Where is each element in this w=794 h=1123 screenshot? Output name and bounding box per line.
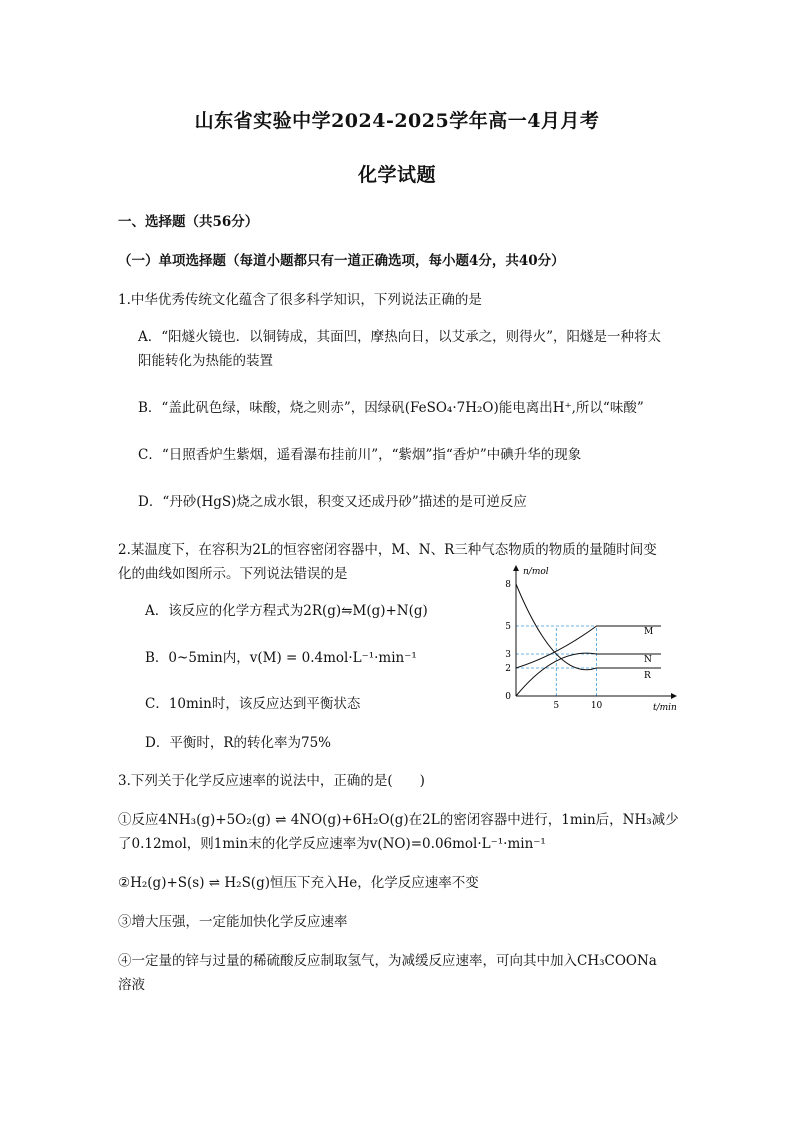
series-label-r: R xyxy=(644,671,651,681)
question-stem-line1: 2.某温度下，在容积为2L的恒容密闭容器中，M、N、R三种气态物质的物质的量随时间变 xyxy=(118,542,657,558)
y-tick-label: 0 xyxy=(505,692,511,702)
item-1-line2: 了0.12mol，则1min末的化学反应速率为v(NO)=0.06mol·L⁻¹·min⁻¹ xyxy=(118,836,546,852)
y-tick-label: 2 xyxy=(505,664,511,674)
mole-time-chart xyxy=(496,560,686,720)
item-1-line1: ①反应4NH₃(g)+5O₂(g) ⇌ 4NO(g)+6H₂O(g)在2L的密闭容器中进行，1min后，NH₃减少 xyxy=(118,812,679,828)
y-tick-label: 5 xyxy=(505,622,511,632)
item-2: ②H₂(g)+S(s) ⇌ H₂S(g)恒压下充入He，化学反应速率不变 xyxy=(118,875,479,891)
series-label-m: M xyxy=(644,627,654,637)
y-tick-label: 3 xyxy=(505,650,511,660)
section-heading: 一、选择题（共56分） xyxy=(118,214,259,230)
series-label-n: N xyxy=(644,655,652,665)
item-4-line2: 溶液 xyxy=(118,977,145,993)
option-a-line2: 阳能转化为热能的装置 xyxy=(138,353,273,369)
y-axis-label: n/mol xyxy=(523,567,549,577)
option-d: D．“丹砂(HgS)烧之成水银，积变又还成丹砂”描述的是可逆反应 xyxy=(138,494,527,510)
option-b: B．0~5min内，v(M) = 0.4mol·L⁻¹·min⁻¹ xyxy=(145,650,417,666)
question-stem-line2: 化的曲线如图所示。下列说法错误的是 xyxy=(118,566,348,582)
series-line-r xyxy=(516,584,661,670)
item-4-line1: ④一定量的锌与过量的稀硫酸反应制取氢气，为减缓反应速率，可向其中加入CH₃COONa xyxy=(118,953,657,969)
series-curves xyxy=(516,584,661,696)
section-subheading: （一）单项选择题（每道小题都只有一道正确选项，每小题4分，共40分） xyxy=(118,253,565,269)
option-c: C．10min时，该反应达到平衡状态 xyxy=(145,696,361,712)
page-title: 山东省实验中学2024-2025学年高一4月月考 xyxy=(194,110,600,132)
x-tick-label: 10 xyxy=(590,701,603,711)
item-3: ③增大压强，一定能加快化学反应速率 xyxy=(118,914,348,930)
series-line-m xyxy=(516,626,661,668)
question-stem: 1.中华优秀传统文化蕴含了很多科学知识，下列说法正确的是 xyxy=(118,292,482,308)
x-axis-label: t/min xyxy=(653,703,677,713)
option-a: A．该反应的化学方程式为2R(g)⇋M(g)+N(g) xyxy=(145,603,428,619)
option-a-line1: A．“阳燧火镜也．以铜铸成，其面凹，摩热向日，以艾承之，则得火”，阳燧是一种将太 xyxy=(138,329,662,345)
option-b: B．“盖此矾色绿，味酸，烧之则赤”，因绿矾(FeSO₄·7H₂O)能电离出H⁺,所以“味酸” xyxy=(138,400,644,416)
option-c: C．“日照香炉生紫烟，遥看瀑布挂前川”，“紫烟”指“香炉”中碘升华的现象 xyxy=(138,447,582,463)
y-tick-label: 8 xyxy=(505,580,511,590)
x-tick-label: 5 xyxy=(553,701,560,711)
page-subtitle: 化学试题 xyxy=(357,164,436,186)
question-stem: 3.下列关于化学反应速率的说法中，正确的是( ) xyxy=(118,773,425,789)
option-d: D．平衡时，R的转化率为75% xyxy=(145,735,331,751)
